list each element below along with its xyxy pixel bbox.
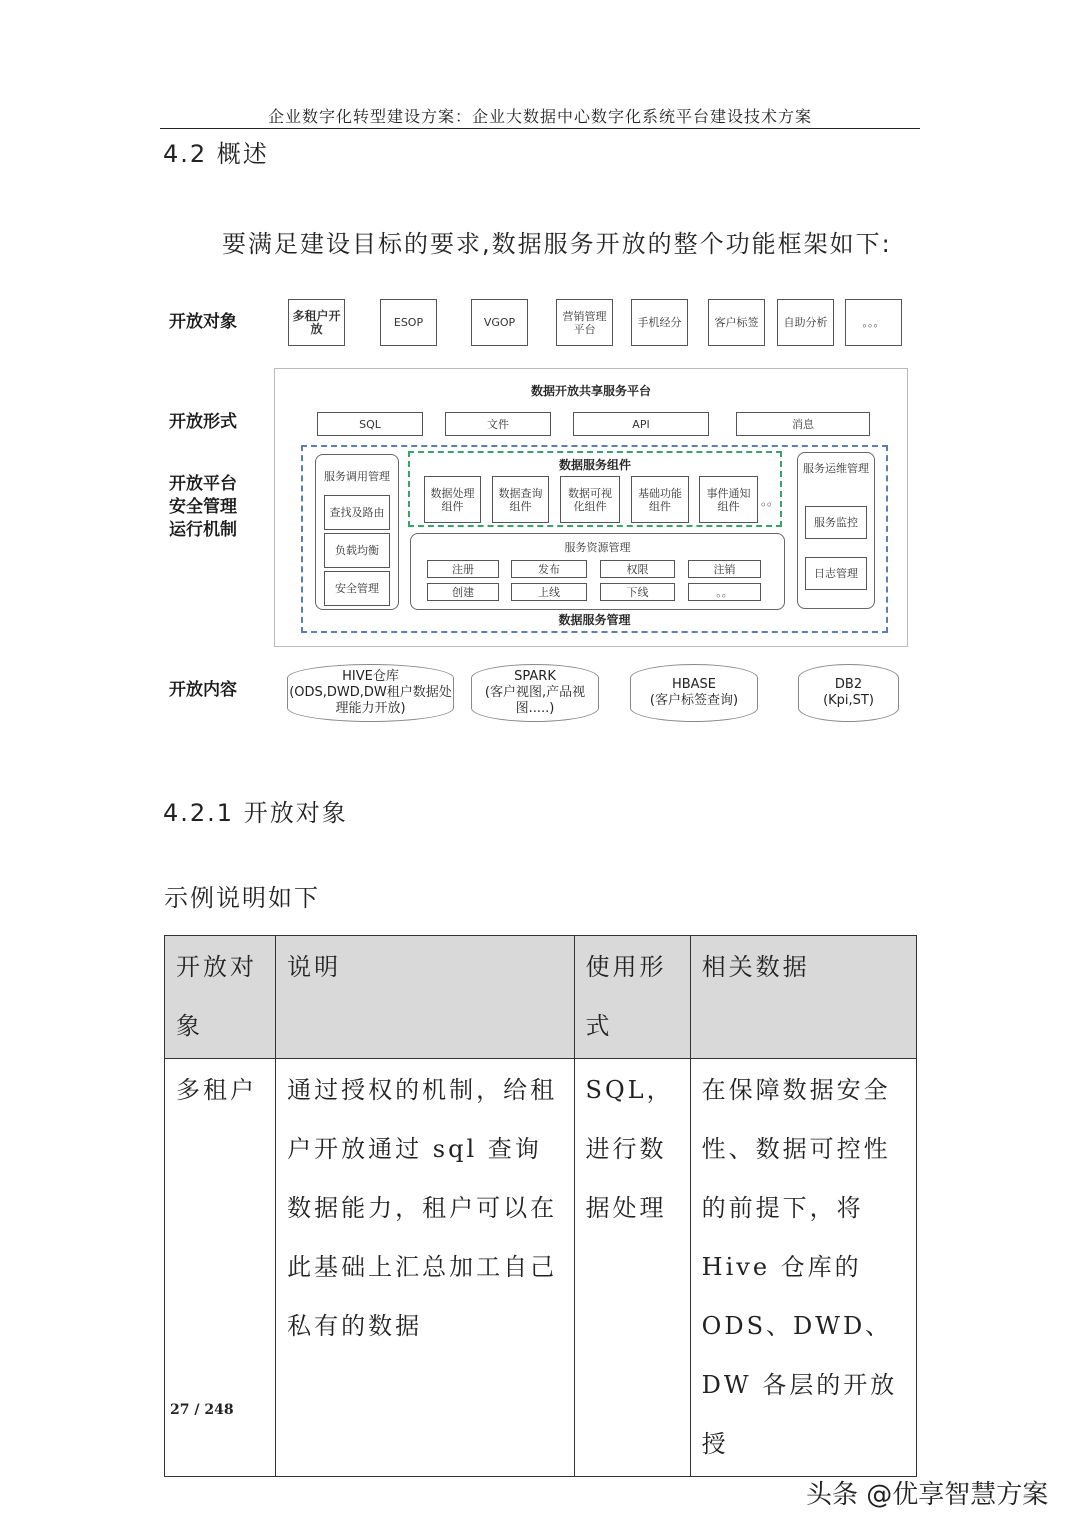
objects-table (164, 935, 917, 1477)
row-label-forms: 开放形式 (169, 412, 237, 432)
row-label-platform: 开放平台 (169, 474, 237, 494)
watermark: 头条 @优享智慧方案 (806, 1480, 1049, 1510)
target-box: VGOP (471, 299, 528, 346)
invocation-item: 查找及路由 (324, 495, 390, 530)
invocation-title: 服务调用管理 (324, 470, 390, 483)
resource-box: 发布 (511, 560, 587, 578)
row-label-content: 开放内容 (169, 680, 237, 700)
invocation-item: 负载均衡 (324, 533, 390, 568)
section-intro: 要满足建设目标的要求,数据服务开放的整个功能框架如下: (222, 230, 892, 258)
form-box: SQL (317, 412, 423, 436)
target-box: 手机经分 (631, 299, 688, 346)
target-box: 自助分析 (777, 299, 834, 346)
table-header-cell: 使用形式 (574, 936, 690, 1059)
content-db-title: HIVE仓库 (342, 669, 399, 684)
table-row (165, 1059, 917, 1477)
header-divider (160, 128, 920, 129)
row-label-security: 安全管理 (169, 497, 237, 517)
resource-box: 创建 (427, 583, 499, 601)
content-db-desc: (Kpi,ST) (823, 693, 874, 708)
target-box: 多租户开放 (288, 299, 345, 346)
table-header-cell: 说明 (276, 936, 574, 1059)
resource-box: 。。 (688, 583, 761, 601)
table-cell: 多租户 (165, 1059, 276, 1477)
subsection-heading: 4.2.1 开放对象 (163, 799, 348, 827)
component-box: 事件通知组件 (699, 476, 758, 523)
operations-item: 日志管理 (805, 557, 867, 590)
content-db-title: SPARK (514, 669, 556, 684)
table-cell: SQL，进行数据处理 (574, 1059, 690, 1477)
architecture-diagram (160, 290, 920, 730)
operations-title: 服务运维管理 (803, 462, 869, 475)
content-db (630, 664, 758, 722)
resource-box: 上线 (511, 583, 587, 601)
component-box: 数据查询组件 (492, 476, 549, 523)
section-heading: 4.2 概述 (163, 140, 269, 168)
table-header-row (165, 936, 917, 1059)
content-db (287, 664, 454, 722)
target-box: 营销管理平台 (556, 299, 613, 346)
target-box: 。。。 (845, 299, 902, 346)
row-label-mechanism: 运行机制 (169, 520, 237, 540)
target-box: ESOP (380, 299, 437, 346)
component-box: 数据可视化组件 (560, 476, 620, 523)
content-db-desc: (客户视图,产品视图.....) (484, 685, 586, 716)
components-title: 数据服务组件 (558, 458, 631, 472)
content-db-desc: (ODS,DWD,DW租户数据处理能力开放) (289, 685, 452, 716)
content-db (798, 664, 899, 722)
page-number: 27 / 248 (170, 1402, 234, 1418)
form-box: API (573, 412, 709, 436)
table-header-cell: 相关数据 (690, 936, 916, 1059)
resource-box: 下线 (600, 583, 675, 601)
table-header-cell: 开放对象 (165, 936, 276, 1059)
components-more: 。。 (760, 494, 779, 508)
platform-title: 数据开放共享服务平台 (530, 384, 651, 398)
content-db-desc: (客户标签查询) (649, 693, 739, 708)
resource-box: 注册 (427, 560, 499, 578)
row-label-targets: 开放对象 (169, 312, 237, 332)
content-db (471, 664, 599, 722)
document-header: 企业数字化转型建设方案：企业大数据中心数字化系统平台建设技术方案 (267, 107, 812, 126)
table-cell: 通过授权的机制，给租户开放通过 sql 查询数据能力，租户可以在此基础上汇总加工自己私有的数据 (276, 1059, 574, 1477)
resource-box: 权限 (600, 560, 675, 578)
operations-item: 服务监控 (805, 506, 867, 539)
form-box: 文件 (445, 412, 551, 436)
resources-title: 服务资源管理 (564, 541, 631, 554)
component-box: 数据处理组件 (424, 476, 481, 523)
management-title: 数据服务管理 (558, 613, 631, 627)
component-box: 基础功能组件 (631, 476, 689, 523)
table-cell: 在保障数据安全性、数据可控性的前提下，将 Hive 仓库的 ODS、DWD、DW 各层的开放授 (690, 1059, 916, 1477)
invocation-item: 安全管理 (324, 571, 390, 606)
example-text: 示例说明如下 (164, 884, 320, 912)
resource-box: 注销 (688, 560, 761, 578)
content-db-title: HBASE (671, 677, 717, 692)
content-db-title: DB2 (834, 677, 863, 692)
form-box: 消息 (736, 412, 870, 436)
target-box: 客户标签 (708, 299, 765, 346)
